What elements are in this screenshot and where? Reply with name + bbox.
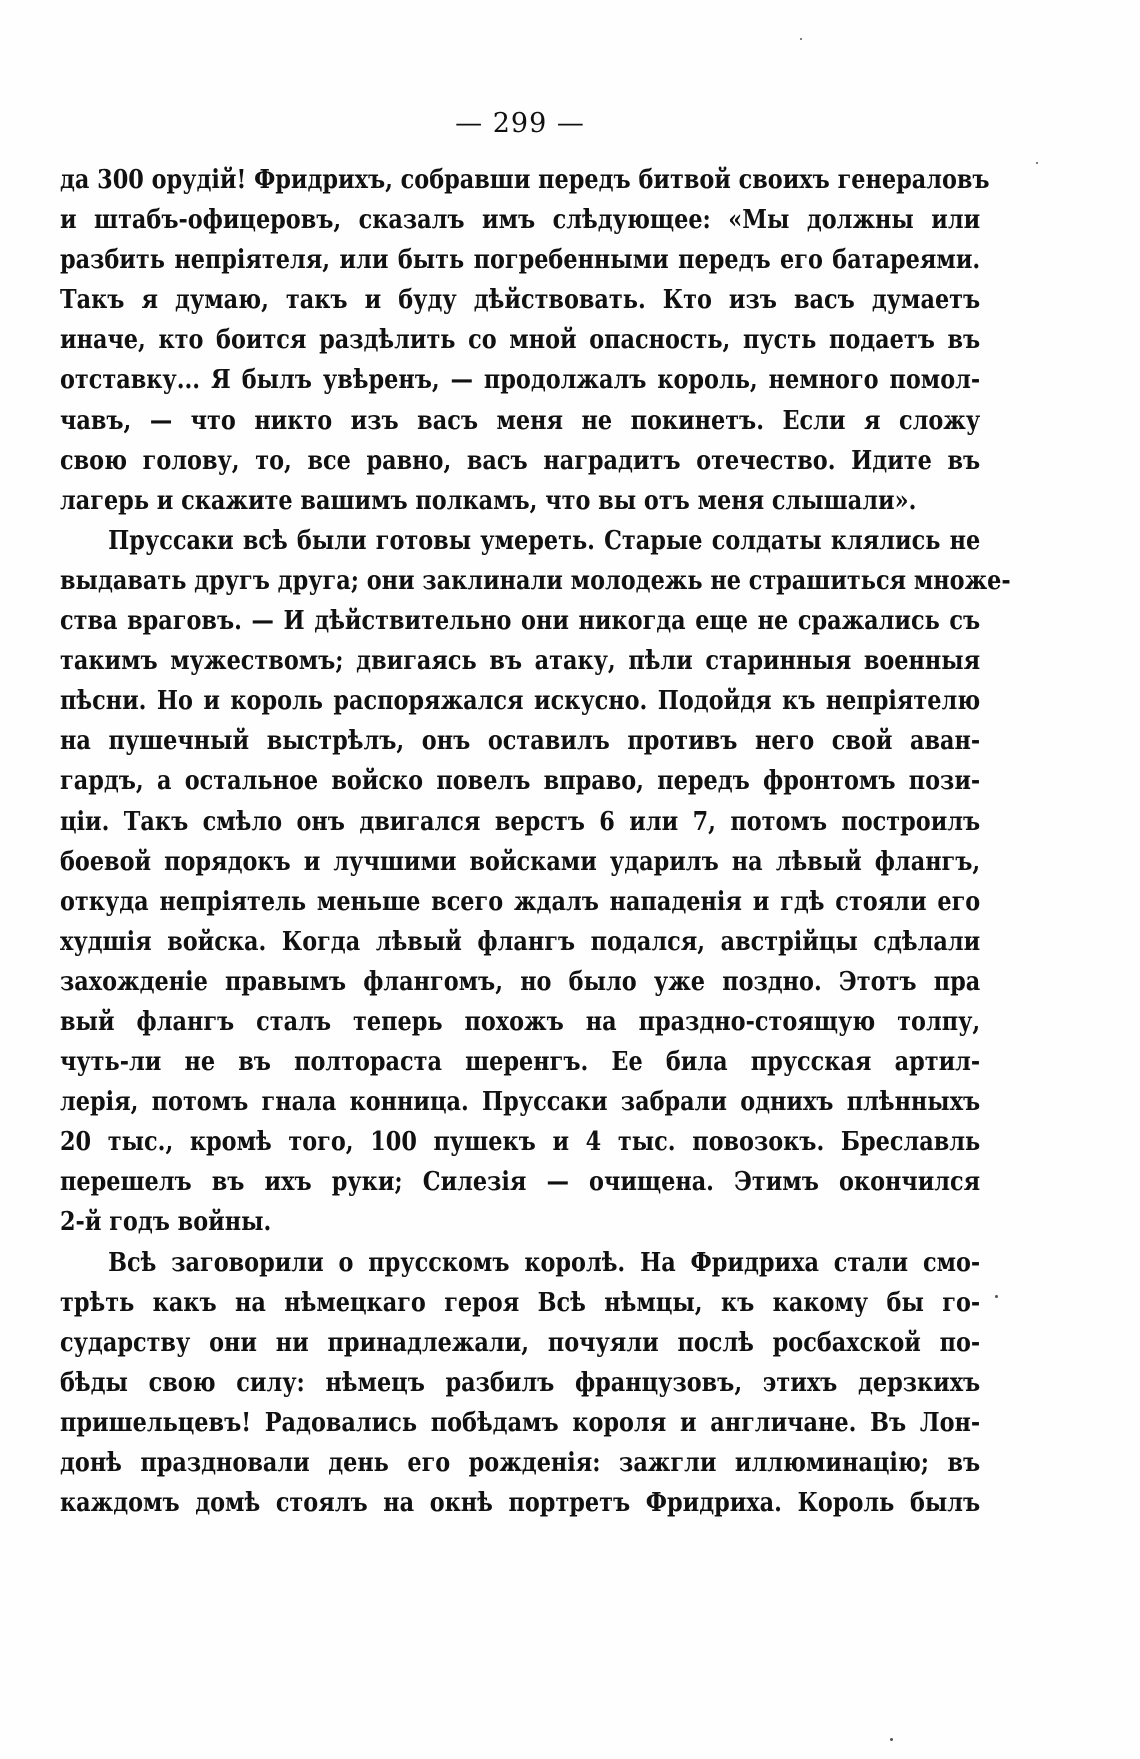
text-line: трѣть какъ на нѣмецкаго героя Всѣ нѣмцы, къ какому бы го-	[60, 1287, 981, 1318]
page-speck	[800, 38, 802, 40]
text-line: боевой порядокъ и лучшими войсками ударилъ на лѣвый флангъ,	[60, 846, 981, 877]
text-line: чавъ, — что никто изъ васъ меня не покинетъ. Если я сложу	[60, 405, 981, 436]
page-speck	[995, 1295, 998, 1298]
text-line: на пушечный выстрѣлъ, онъ оставилъ противъ него свой аван-	[60, 726, 981, 757]
text-line: да 300 орудій! Фридрихъ, собравши передъ битвой своихъ генераловъ	[60, 165, 990, 195]
text-line: захожденіе правымъ флангомъ, но было уже поздно. Этотъ пра	[60, 966, 981, 997]
text-line: Всѣ заговорили о прусскомъ королѣ. На Фридриха стали смо-	[108, 1247, 981, 1278]
text-line: отставку... Я былъ увѣренъ, — продолжалъ король, немного помол-	[60, 365, 981, 396]
text-line: выдавать другъ друга; они заклинали молодежь не страшиться множе-	[60, 565, 1011, 596]
text-line: гардъ, а остальное войско повелъ вправо, передъ фронтомъ пози-	[60, 766, 981, 797]
page-speck	[1036, 162, 1038, 164]
text-line: иначе, кто боится раздѣлить со мной опасность, пусть подаетъ въ	[60, 325, 981, 356]
text-line: 20 тыс., кромѣ того, 100 пушекъ и 4 тыс. повозокъ. Бреславль	[60, 1127, 981, 1158]
text-line: лагерь и скажите вашимъ полкамъ, что вы отъ меня слышали».	[60, 485, 917, 516]
text-line: каждомъ домѣ стоялъ на окнѣ портретъ Фридриха. Король былъ	[60, 1488, 981, 1519]
text-line: и штабъ-офицеровъ, сказалъ имъ слѣдующее: «Мы должны или	[60, 205, 981, 236]
text-line: Пруссаки всѣ были готовы умереть. Старые солдаты клялись не	[108, 525, 981, 556]
text-line: свою голову, то, все равно, васъ наградитъ отечество. Идите въ	[60, 445, 981, 476]
text-line: пришельцевъ! Радовались побѣдамъ короля и англичане. Въ Лон-	[60, 1407, 981, 1438]
text-line: Такъ я думаю, такъ и буду дѣйствовать. Кто изъ васъ думаетъ	[60, 285, 981, 316]
text-line: откуда непріятель меньше всего ждалъ нападенія и гдѣ стояли его	[60, 886, 981, 917]
text-line: ціи. Такъ смѣло онъ двигался верстъ 6 или 7, потомъ построилъ	[60, 806, 981, 837]
text-line: худшія войска. Когда лѣвый флангъ подался, австрійцы сдѣлали	[60, 926, 981, 957]
text-line: сударству они ни принадлежали, почуяли послѣ росбахской по-	[60, 1327, 981, 1358]
page-speck	[890, 1738, 893, 1741]
text-line: разбить непріятеля, или быть погребенными передъ его батареями.	[60, 245, 981, 276]
page-text	[60, 160, 1011, 1523]
text-line: 2-й годъ войны.	[60, 1207, 272, 1238]
text-line: вый флангъ сталъ теперь похожъ на праздно-стоящую толпу,	[60, 1006, 981, 1037]
text-line: перешелъ въ ихъ руки; Силезія — очищена. Этимъ окончился	[60, 1167, 981, 1198]
text-line: лерія, потомъ гнала конница. Пруссаки забрали однихъ плѣнныхъ	[60, 1087, 981, 1118]
page-number: — 299 —	[455, 108, 585, 139]
text-line: чуть-ли не въ полтораста шеренгъ. Ее била прусская артил-	[60, 1047, 981, 1078]
text-line: донѣ праздновали день его рожденія: зажгли иллюминацію; въ	[60, 1448, 981, 1478]
text-line: ства враговъ. — И дѣйствительно они никогда еще не сражались съ	[60, 606, 981, 637]
text-line: пѣсни. Но и король распоряжался искусно. Подойдя къ непріятелю	[60, 686, 981, 717]
text-line: такимъ мужествомъ; двигаясь въ атаку, пѣли старинныя военныя	[60, 646, 981, 677]
text-line: бѣды свою силу: нѣмецъ разбилъ французовъ, этихъ дерзкихъ	[60, 1367, 981, 1398]
